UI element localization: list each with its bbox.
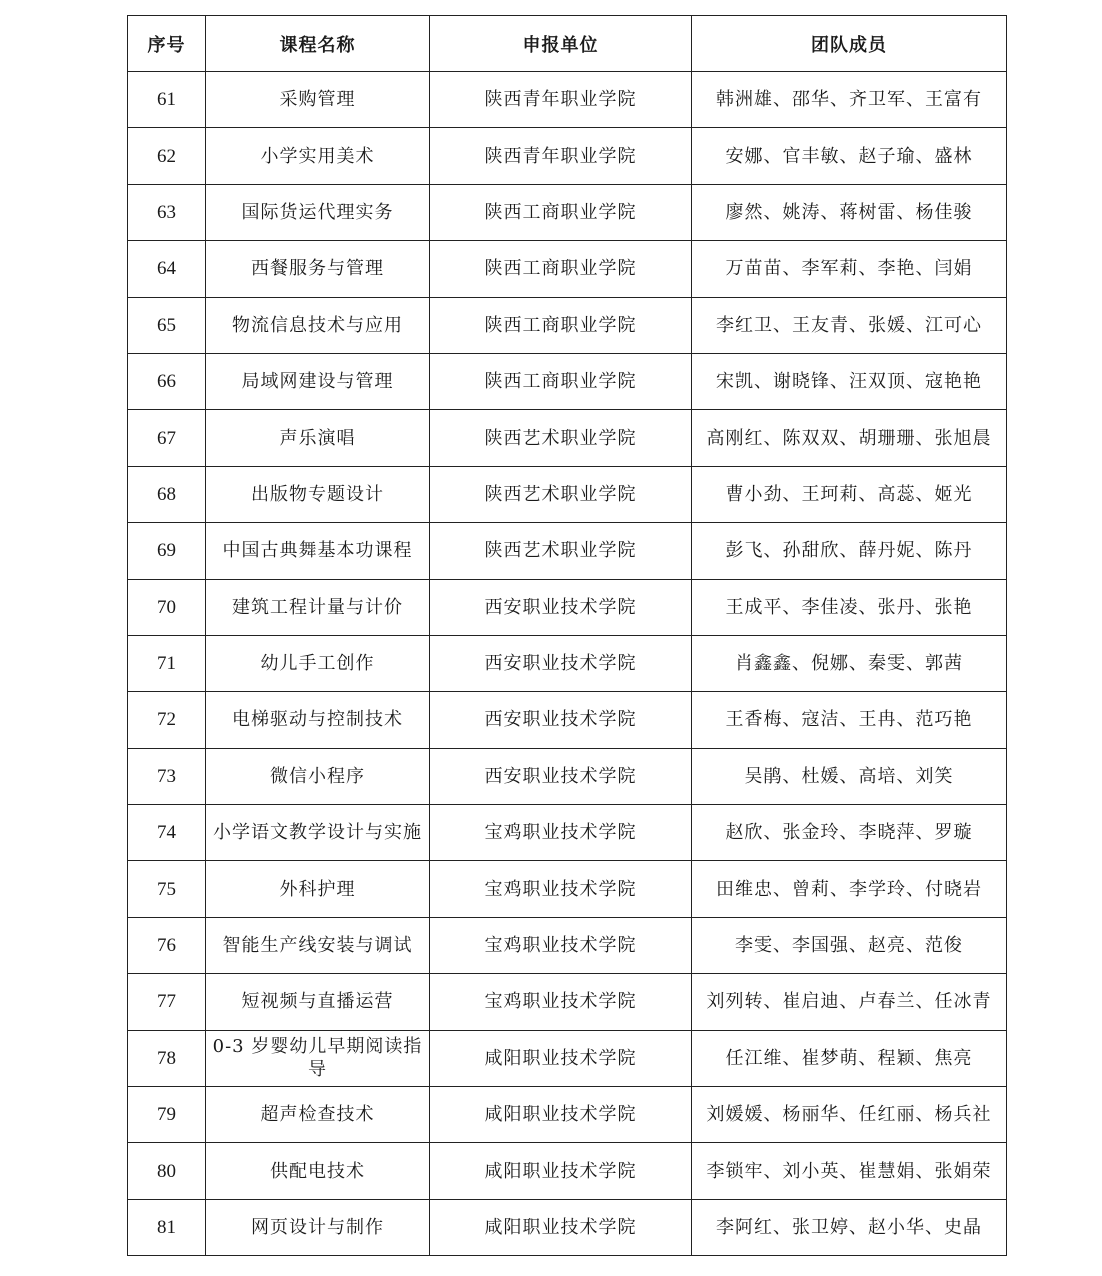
applicant-unit: 西安职业技术学院 bbox=[430, 748, 692, 804]
row-index: 61 bbox=[128, 72, 206, 128]
team-members: 李锁牢、刘小英、崔慧娟、张娟荣 bbox=[692, 1143, 1007, 1199]
team-members: 吴鹃、杜媛、高培、刘笑 bbox=[692, 748, 1007, 804]
applicant-unit: 陕西青年职业学院 bbox=[430, 128, 692, 184]
team-members: 宋凯、谢晓锋、汪双顶、寇艳艳 bbox=[692, 353, 1007, 409]
applicant-unit: 陕西艺术职业学院 bbox=[430, 466, 692, 522]
course-name: 物流信息技术与应用 bbox=[206, 297, 430, 353]
course-name: 小学语文教学设计与实施 bbox=[206, 805, 430, 861]
team-members: 万苗苗、李军莉、李艳、闫娟 bbox=[692, 241, 1007, 297]
table-row bbox=[128, 410, 1007, 466]
team-members: 李红卫、王友青、张媛、江可心 bbox=[692, 297, 1007, 353]
header-applicant-unit: 申报单位 bbox=[430, 16, 692, 72]
table-row bbox=[128, 635, 1007, 691]
course-name: 采购管理 bbox=[206, 72, 430, 128]
header-team-members: 团队成员 bbox=[692, 16, 1007, 72]
course-name: 超声检查技术 bbox=[206, 1087, 430, 1143]
row-index: 73 bbox=[128, 748, 206, 804]
course-name: 外科护理 bbox=[206, 861, 430, 917]
row-index: 72 bbox=[128, 692, 206, 748]
row-index: 80 bbox=[128, 1143, 206, 1199]
applicant-unit: 宝鸡职业技术学院 bbox=[430, 805, 692, 861]
course-name: 西餐服务与管理 bbox=[206, 241, 430, 297]
row-index: 74 bbox=[128, 805, 206, 861]
table-row bbox=[128, 1199, 1007, 1255]
team-members: 赵欣、张金玲、李晓萍、罗璇 bbox=[692, 805, 1007, 861]
applicant-unit: 西安职业技术学院 bbox=[430, 692, 692, 748]
course-name: 幼儿手工创作 bbox=[206, 635, 430, 691]
row-index: 75 bbox=[128, 861, 206, 917]
table-header-row bbox=[128, 16, 1007, 72]
row-index: 69 bbox=[128, 523, 206, 579]
team-members: 安娜、官丰敏、赵子瑜、盛林 bbox=[692, 128, 1007, 184]
table-row bbox=[128, 579, 1007, 635]
team-members: 任江维、崔梦萌、程颖、焦亮 bbox=[692, 1030, 1007, 1086]
table-row bbox=[128, 974, 1007, 1030]
course-name: 短视频与直播运营 bbox=[206, 974, 430, 1030]
table-row bbox=[128, 1087, 1007, 1143]
table-row bbox=[128, 861, 1007, 917]
course-name: 中国古典舞基本功课程 bbox=[206, 523, 430, 579]
table-row bbox=[128, 184, 1007, 240]
row-index: 71 bbox=[128, 635, 206, 691]
table-row bbox=[128, 297, 1007, 353]
table-row bbox=[128, 692, 1007, 748]
applicant-unit: 咸阳职业技术学院 bbox=[430, 1030, 692, 1086]
applicant-unit: 宝鸡职业技术学院 bbox=[430, 974, 692, 1030]
course-name: 供配电技术 bbox=[206, 1143, 430, 1199]
course-name: 建筑工程计量与计价 bbox=[206, 579, 430, 635]
table-body bbox=[128, 72, 1007, 1256]
applicant-unit: 西安职业技术学院 bbox=[430, 635, 692, 691]
row-index: 70 bbox=[128, 579, 206, 635]
team-members: 田维忠、曾莉、李学玲、付晓岩 bbox=[692, 861, 1007, 917]
team-members: 王成平、李佳凌、张丹、张艳 bbox=[692, 579, 1007, 635]
course-table bbox=[127, 15, 1007, 1256]
course-name: 局域网建设与管理 bbox=[206, 353, 430, 409]
row-index: 67 bbox=[128, 410, 206, 466]
course-table-container bbox=[127, 15, 1006, 1256]
table-row bbox=[128, 466, 1007, 522]
applicant-unit: 陕西艺术职业学院 bbox=[430, 523, 692, 579]
table-row bbox=[128, 72, 1007, 128]
row-index: 76 bbox=[128, 917, 206, 973]
table-row bbox=[128, 1143, 1007, 1199]
course-name: 微信小程序 bbox=[206, 748, 430, 804]
applicant-unit: 宝鸡职业技术学院 bbox=[430, 861, 692, 917]
table-row bbox=[128, 353, 1007, 409]
table-row bbox=[128, 128, 1007, 184]
course-name: 智能生产线安装与调试 bbox=[206, 917, 430, 973]
header-index: 序号 bbox=[128, 16, 206, 72]
header-course-name: 课程名称 bbox=[206, 16, 430, 72]
row-index: 64 bbox=[128, 241, 206, 297]
applicant-unit: 陕西工商职业学院 bbox=[430, 353, 692, 409]
team-members: 李阿红、张卫婷、赵小华、史晶 bbox=[692, 1199, 1007, 1255]
row-index: 66 bbox=[128, 353, 206, 409]
team-members: 王香梅、寇洁、王冉、范巧艳 bbox=[692, 692, 1007, 748]
applicant-unit: 陕西工商职业学院 bbox=[430, 241, 692, 297]
applicant-unit: 陕西艺术职业学院 bbox=[430, 410, 692, 466]
applicant-unit: 咸阳职业技术学院 bbox=[430, 1087, 692, 1143]
table-row bbox=[128, 805, 1007, 861]
table-row bbox=[128, 917, 1007, 973]
course-name: 声乐演唱 bbox=[206, 410, 430, 466]
applicant-unit: 咸阳职业技术学院 bbox=[430, 1199, 692, 1255]
course-name: 国际货运代理实务 bbox=[206, 184, 430, 240]
team-members: 刘列转、崔启迪、卢春兰、任冰青 bbox=[692, 974, 1007, 1030]
row-index: 68 bbox=[128, 466, 206, 522]
team-members: 韩洲雄、邵华、齐卫军、王富有 bbox=[692, 72, 1007, 128]
row-index: 78 bbox=[128, 1030, 206, 1086]
applicant-unit: 陕西青年职业学院 bbox=[430, 72, 692, 128]
applicant-unit: 宝鸡职业技术学院 bbox=[430, 917, 692, 973]
team-members: 刘媛媛、杨丽华、任红丽、杨兵社 bbox=[692, 1087, 1007, 1143]
team-members: 肖鑫鑫、倪娜、秦雯、郭茜 bbox=[692, 635, 1007, 691]
team-members: 彭飞、孙甜欣、薛丹妮、陈丹 bbox=[692, 523, 1007, 579]
course-name: 网页设计与制作 bbox=[206, 1199, 430, 1255]
row-index: 62 bbox=[128, 128, 206, 184]
team-members: 高刚红、陈双双、胡珊珊、张旭晨 bbox=[692, 410, 1007, 466]
course-name: 小学实用美术 bbox=[206, 128, 430, 184]
row-index: 79 bbox=[128, 1087, 206, 1143]
applicant-unit: 陕西工商职业学院 bbox=[430, 297, 692, 353]
row-index: 77 bbox=[128, 974, 206, 1030]
table-row bbox=[128, 241, 1007, 297]
table-row bbox=[128, 523, 1007, 579]
team-members: 廖然、姚涛、蒋树雷、杨佳骏 bbox=[692, 184, 1007, 240]
course-name: 0-3 岁婴幼儿早期阅读指导 bbox=[206, 1030, 430, 1086]
applicant-unit: 陕西工商职业学院 bbox=[430, 184, 692, 240]
team-members: 李雯、李国强、赵亮、范俊 bbox=[692, 917, 1007, 973]
row-index: 65 bbox=[128, 297, 206, 353]
course-name: 电梯驱动与控制技术 bbox=[206, 692, 430, 748]
row-index: 81 bbox=[128, 1199, 206, 1255]
row-index: 63 bbox=[128, 184, 206, 240]
applicant-unit: 咸阳职业技术学院 bbox=[430, 1143, 692, 1199]
applicant-unit: 西安职业技术学院 bbox=[430, 579, 692, 635]
table-row bbox=[128, 748, 1007, 804]
team-members: 曹小劲、王珂莉、高蕊、姬光 bbox=[692, 466, 1007, 522]
table-row bbox=[128, 1030, 1007, 1086]
course-name: 出版物专题设计 bbox=[206, 466, 430, 522]
